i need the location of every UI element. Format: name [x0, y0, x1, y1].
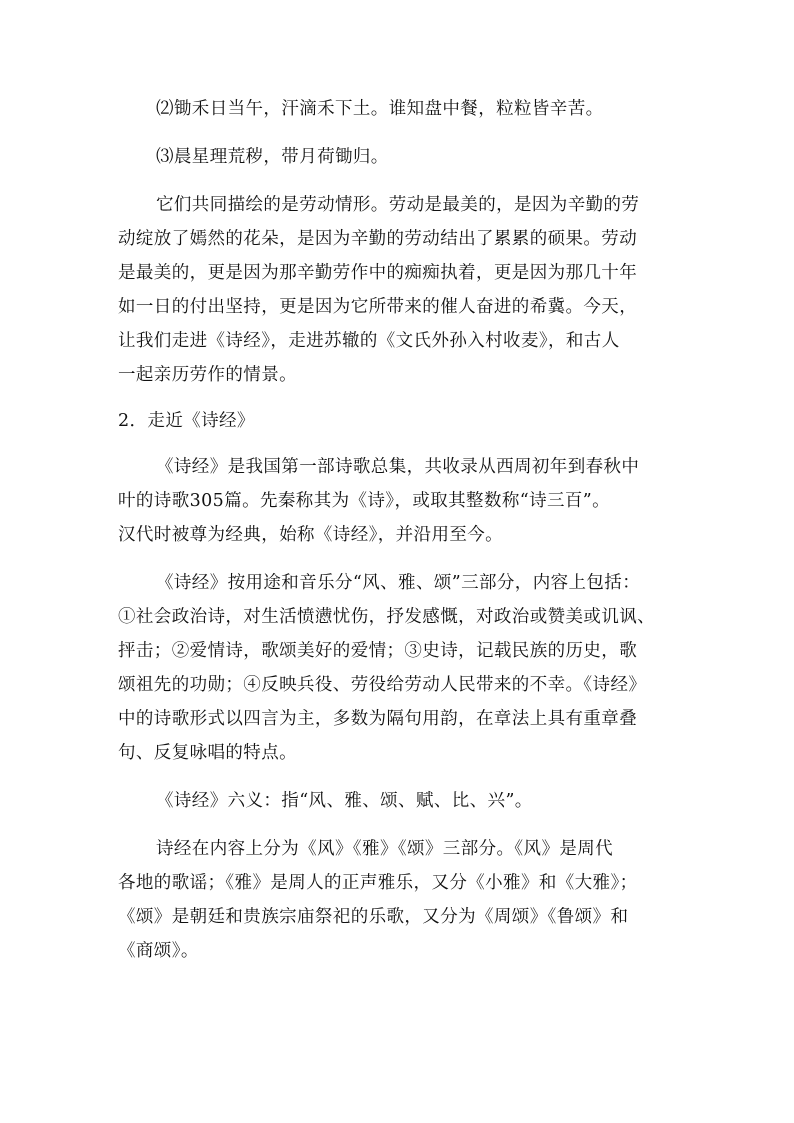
- paragraph-six-principles: 《诗经》六义：指“风、雅、颂、赋、比、兴”。: [156, 791, 533, 811]
- paragraph-line: 是最美的，更是因为那辛勤劳作中的痴痴执着，更是因为那几十年: [118, 263, 638, 283]
- paragraph-line: 中的诗歌形式以四言为主，多数为隔句用韵，在章法上具有重章叠: [118, 709, 638, 729]
- paragraph-line: ①社会政治诗，对生活愤懑忧伤，抒发感慨，对政治或赞美或讥讽、: [118, 607, 655, 627]
- paragraph-line: 《颂》是朝廷和贵族宗庙祭祀的乐歌，又分为《周颂》《鲁颂》和: [118, 907, 629, 927]
- paragraph-line: 各地的歌谣；《雅》是周人的正声雅乐，又分《小雅》和《大雅》；: [118, 873, 638, 893]
- paragraph-line: 《诗经》按用途和音乐分“风、雅、颂”三部分，内容上包括：: [156, 573, 641, 593]
- paragraph-intro: [118, 450, 698, 552]
- section-heading: 2．走近《诗经》: [118, 411, 255, 431]
- paragraph-line: 动绽放了嫣然的花朵，是因为辛勤的劳动结出了累累的硕果。劳动: [118, 229, 638, 249]
- paragraph-line: 《商颂》。: [118, 941, 199, 961]
- verse-line-2: ⑵锄禾日当午，汗滴禾下土。谁知盘中餐，粒粒皆辛苦。: [156, 99, 604, 119]
- paragraph-line: 句、反复咏唱的特点。: [118, 743, 297, 763]
- paragraph-line: 颂祖先的功勋；④反映兵役、劳役给劳动人民带来的不幸。《诗经》: [118, 675, 647, 695]
- paragraph-parts: [118, 566, 698, 770]
- document-body: [118, 92, 698, 968]
- paragraph-labor: [118, 188, 698, 392]
- paragraph-line: 诗经在内容上分为《风》《雅》《颂》三部分。《风》是周代: [156, 839, 614, 859]
- paragraph-line: 汉代时被尊为经典，始称《诗经》，并沿用至今。: [118, 525, 504, 545]
- paragraph-line: 让我们走进《诗经》，走进苏辙的《文氏外孙入村收麦》，和古人: [118, 331, 620, 351]
- paragraph-content: [118, 832, 698, 968]
- paragraph-line: 叶的诗歌305篇。先秦称其为《诗》，或取其整数称“诗三百”。: [118, 491, 611, 511]
- paragraph-line: 它们共同描绘的是劳动情形。劳动是最美的，是因为辛勤的劳: [156, 195, 640, 215]
- paragraph-line: 《诗经》是我国第一部诗歌总集，共收录从西周初年到春秋中: [156, 457, 640, 477]
- paragraph-line: 一起亲历劳作的情景。: [118, 365, 297, 385]
- paragraph-line: 如一日的付出坚持，更是因为它所带来的催人奋进的希冀。今天，: [118, 297, 638, 317]
- paragraph-line: 抨击；②爱情诗，歌颂美好的爱情；③史诗，记载民族的历史，歌: [118, 641, 638, 661]
- verse-line-3: ⑶晨星理荒秽，带月荷锄归。: [156, 147, 389, 167]
